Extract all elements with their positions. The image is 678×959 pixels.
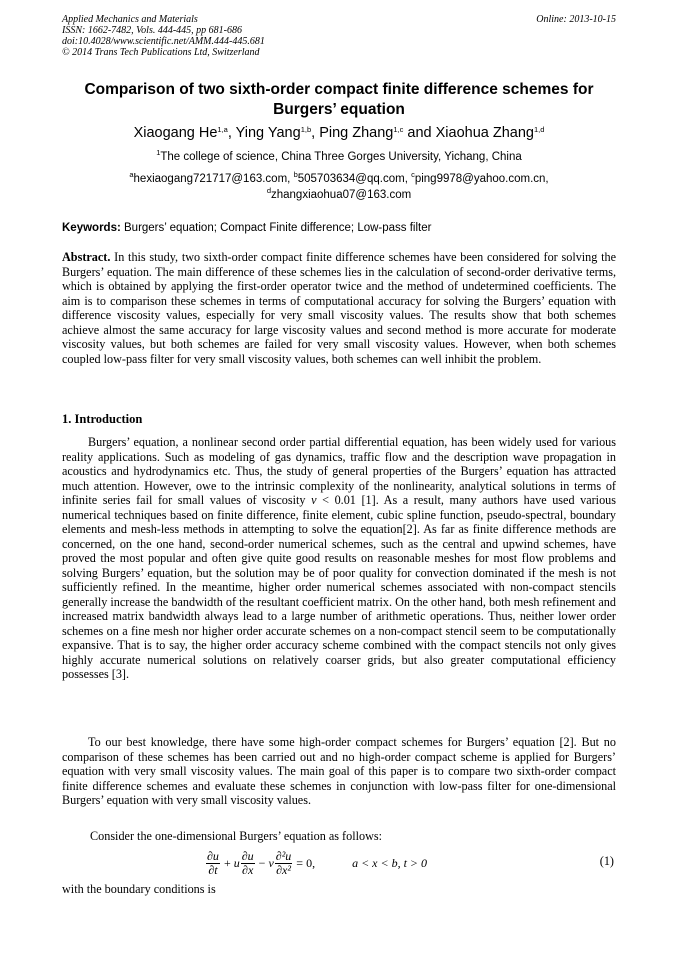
para1-text-start: Burgers’ equation, a nonlinear second order partial differential equation, has been widely used for various reality applications. Such as modeling of gas dynamics, traffic flow and the description wave propagation in acoustics and hydrodynamics etc. Thus, the study of general properties of the Burgers’ equation has attracted much attention. However, owe to the intrinsic complexity of the nonlinearity, analytical solutions in terms of infinite series fail for small values of viscosity [62, 435, 616, 507]
plus-sign: + [223, 855, 231, 870]
author-separator: and [403, 125, 436, 141]
equals-zero: = 0, [296, 855, 316, 870]
affiliation-sup: 1 [156, 148, 161, 157]
equation-number: (1) [599, 854, 614, 868]
author-sup: 1,d [533, 125, 545, 134]
abstract [62, 250, 616, 366]
frac-denominator: ∂x² [276, 862, 291, 877]
email-link[interactable]: 505703634@qq.com [297, 173, 405, 185]
boundary-conditions-intro: with the boundary conditions is [62, 882, 216, 896]
email-link[interactable]: hexiaogang721717@163.com [133, 173, 288, 185]
copyright-line: © 2014 Trans Tech Publications Ltd, Switzerland [62, 47, 260, 58]
section-heading: 1. Introduction [62, 412, 143, 426]
author-sup: 1,c [393, 125, 404, 134]
burgers-equation [62, 846, 616, 880]
minus-sign: − [258, 855, 266, 870]
viscosity-symbol: v [311, 493, 317, 507]
author-sup: 1,b [300, 125, 312, 134]
author-separator: , [227, 125, 236, 141]
para1-text-end: < 0.01 [1]. As a result, many authors have used various numerical techniques based on finite difference, finite element, cubic spline function, pseudo-spectral, boundary elements and mesh-less methods in attempting to solve the equation[2]. As far as finite difference methods are concerned, on the one hand, second-order numerical schemes, such as the central and upwind schemes, have proved the most popular and often give quite good results on reasonable meshes for most flow problems and solving Burgers’ equation, but the solution may be of poor quality for convection dominated if the mesh is not sufficiently refined. In the meantime, higher order numerical schemes associated with non-compact stencils generally increase the bandwidth of the resultant coefficient matrix. On the other hand, both mesh refinement and increased matrix bandwidth always lead to a large number of arithmetic operations. Thus, neither lower order schemes on a fine mesh nor higher order accurate schemes on a non-compact stencil seem to be computationally expansive. That is to say, the higher order accuracy scheme combined with the compact stencils not only gives highly accurate numerical solutions on relatively coarser grids, but also greater computational efficiency possesses [3]. [62, 493, 616, 681]
issn-line: ISSN: 1662-7482, Vols. 444-445, pp 681-686 [62, 25, 242, 36]
frac-denominator: ∂x [242, 862, 254, 877]
affiliation [62, 150, 616, 165]
var-u: u [233, 855, 240, 870]
author-sup: 1,a [217, 125, 228, 134]
abstract-label: Abstract. [62, 250, 111, 264]
email-list [62, 171, 616, 203]
equation-math [205, 846, 427, 880]
author-name: Ping Zhang [319, 125, 394, 141]
author-name: Ying Yang [235, 125, 301, 141]
author-name: Xiaogang He [133, 125, 218, 141]
affiliation-text: The college of science, China Three Gorges University, Yichang, China [160, 151, 522, 163]
fraction-d2u-dx2 [275, 850, 293, 877]
author-separator: , [311, 125, 320, 141]
intro-paragraph-3: Consider the one-dimensional Burgers’ equation as follows: [90, 829, 382, 843]
email-sup: c [411, 170, 415, 179]
frac-denominator: ∂t [208, 862, 218, 877]
doi-line[interactable]: doi:10.4028/www.scientific.net/AMM.444-445.681 [62, 36, 265, 47]
online-date: Online: 2013-10-15 [536, 14, 616, 25]
domain-condition: a < x < b, t > 0 [352, 855, 428, 870]
abstract-text: In this study, two sixth-order compact finite difference schemes have been considered for solving the Burgers’ equation. The main difference of these schemes lies in the calculation of second-order derivative terms, which is obtained by applying the first-order operator twice and the method of undetermined coefficients. The aim is to comparison these schemes in terms of computational accuracy for solving the Burgers’ equation with difference viscosity values, especially for very small viscosity values. The results show that both schemes achieve almost the same accuracy for large viscosity values and second method is more accurate for moderate viscosity values, but both schemes are failed for very small viscosity values. However, when both schemes coupled low-pass filter for very small viscosity values, both schemes can well inhibit the problem. [62, 250, 616, 366]
author-name: Xiaohua Zhang [435, 125, 534, 141]
email-line-1: $^a$hexiaogang721717@163.com, $^b$505703634@qq.com, $^c$ping9978@yahoo.com.cn, [129, 170, 549, 185]
frac-numerator: ∂u [241, 848, 254, 863]
frac-numerator: ∂u [207, 848, 219, 863]
author-list [62, 124, 616, 142]
fraction-du-dt [206, 850, 220, 877]
email-sup: a [129, 170, 134, 179]
journal-header [62, 14, 616, 58]
email-sup: b [293, 170, 298, 179]
email-sup: d [266, 186, 271, 195]
email-line-2 [62, 187, 616, 203]
frac-numerator: ∂²u [275, 848, 292, 863]
intro-paragraph-1 [62, 435, 616, 682]
email-link[interactable]: ping9978@yahoo.com.cn [414, 173, 546, 185]
fraction-du-dx [241, 850, 255, 877]
keywords-text: Burgers’ equation; Compact Finite difference; Low-pass filter [124, 222, 432, 234]
keywords-label: Keywords: [62, 222, 121, 234]
var-v: v [268, 855, 274, 870]
paper-title: Comparison of two sixth-order compact finite difference schemes for Burgers’ equation [84, 81, 594, 118]
intro-paragraph-2: To our best knowledge, there have some high-order compact schemes for Burgers’ equation [2]. But no comparison of these schemes has been carried out and no high-order compact scheme is applied for Burgers’ equation with very small viscosity values. The main goal of this paper is to compare two sixth-order compact finite difference schemes and evaluate these schemes in conjunction with low-pass filter for one-dimensional Burgers’ equation with very small viscosity values. [62, 735, 616, 807]
email-link[interactable]: zhangxiaohua07@163.com [270, 189, 412, 201]
keywords [62, 221, 616, 236]
journal-name: Applied Mechanics and Materials [62, 14, 198, 25]
